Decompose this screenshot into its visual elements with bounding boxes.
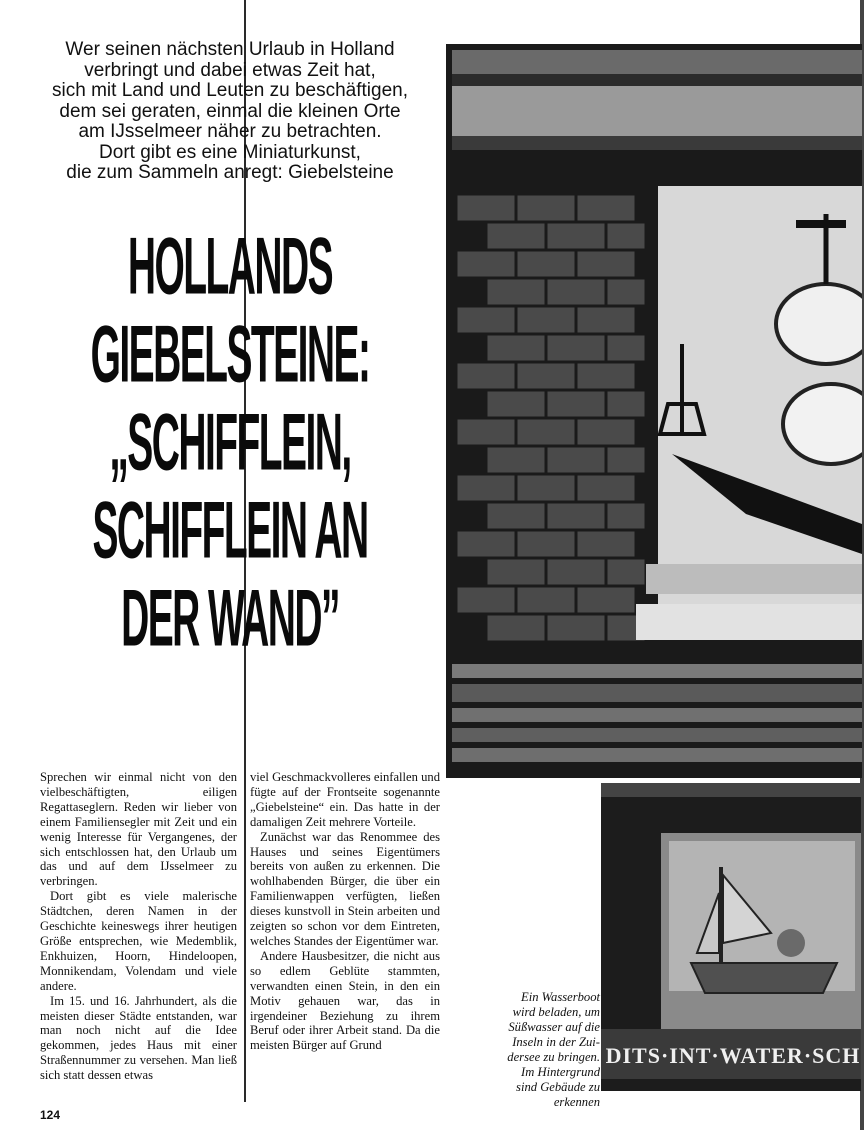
caption-line: Inseln in der Zui- bbox=[512, 1035, 600, 1049]
page-number: 124 bbox=[40, 1108, 61, 1122]
intro-line: sich mit Land und Leuten zu beschäftigen, bbox=[52, 80, 408, 101]
intro-line: Dort gibt es eine Miniaturkunst, bbox=[99, 141, 361, 163]
headline-line: HOLLANDS bbox=[127, 220, 333, 312]
caption-line: Süßwasser auf die bbox=[508, 1020, 600, 1034]
caption-line: dersee zu bringen. bbox=[507, 1050, 600, 1064]
body-paragraph: Zunächst war das Renommee des Hauses und seines Eigentümers bereits von außen zu erkennen. Die wohlhabenden Bürger, die über ein Familienwappen verfügten, ließen dieses kunstvoll in Stein arbeiten und zeigten so schon vor dem Eintreten, welches Standes der Eigentümer war. bbox=[250, 829, 440, 948]
article-headline bbox=[30, 222, 430, 662]
body-paragraph: Dort gibt es viele malerische Städtchen, deren Namen in der Geschichte keineswegs ihrer heutigen Größe entsprechen, wie Medemblik, Enkhuizen, Hoorn, Hindeloopen, Monnikendam, Volendam und viele andere. bbox=[40, 889, 237, 993]
body-paragraph: Im 15. und 16. Jahrhundert, als die meisten dieser Städte entstanden, war man noch nicht auf die Idee gekommen, jedes Haus mit einer Straßennummer zu versehen. Man ließ sich statt dessen etwas bbox=[40, 993, 237, 1083]
gable-stone-ship-photo bbox=[446, 44, 862, 778]
intro-text bbox=[20, 40, 440, 184]
headline-line: SCHIFFLEIN AN bbox=[92, 484, 368, 576]
water-boat-gable-stone-photo bbox=[601, 783, 861, 1091]
intro-line: dem sei geraten, einmal die kleinen Orte bbox=[59, 100, 401, 122]
caption-line: wird beladen, um bbox=[512, 1005, 600, 1019]
body-paragraph: Andere Hausbesitzer, die nicht aus so edlem Geblüte stammten, verwandten einen Stein, in den ein Motiv gehauen war, das in irgendeiner Beziehung zu ihrem Beruf oder ihrer Arbeit stand. Da die meisten Bürger auf Grund bbox=[250, 948, 440, 1053]
intro-line: verbringt und dabei etwas Zeit hat, bbox=[84, 59, 376, 81]
caption-line: Ein Wasserboot bbox=[521, 990, 600, 1004]
body-paragraph: Sprechen wir einmal nicht von den vielbeschäftigten, eiligen Regattaseglern. Reden wir lieber von einem Familiensegler mit Zeit und ein wenig Interesse für Vergangenes, der sich entschlossen hat, den Urlaub um das und auf dem IJsselmeer zu verbringen. bbox=[40, 770, 237, 889]
body-paragraph: viel Geschmackvolleres einfallen und fügte auf der Frontseite sogenannte „Giebelsteine“ ein. Das hatte in der damaligen Zeit mehrere Vorteile. bbox=[250, 770, 440, 829]
caption-line: erkennen bbox=[553, 1095, 600, 1109]
intro-line: Wer seinen nächsten Urlaub in Holland bbox=[65, 39, 395, 60]
headline-line: GIEBELSTEINE: bbox=[90, 308, 370, 400]
stone-inscription: DITS·INT·WATER·SCH bbox=[605, 1043, 861, 1068]
headline-line: DER WAND” bbox=[121, 572, 339, 664]
photo-caption bbox=[468, 990, 600, 1110]
body-column-1 bbox=[40, 770, 237, 1083]
headline-line: „SCHIFFLEIN, bbox=[109, 396, 351, 488]
intro-line: am IJsselmeer näher zu betrachten. bbox=[78, 121, 382, 142]
caption-line: sind Gebäude zu bbox=[516, 1080, 600, 1094]
body-column-2 bbox=[250, 770, 440, 1053]
intro-line: die zum Sammeln anregt: Giebelsteine bbox=[66, 162, 394, 183]
caption-line: Im Hintergrund bbox=[521, 1065, 600, 1079]
